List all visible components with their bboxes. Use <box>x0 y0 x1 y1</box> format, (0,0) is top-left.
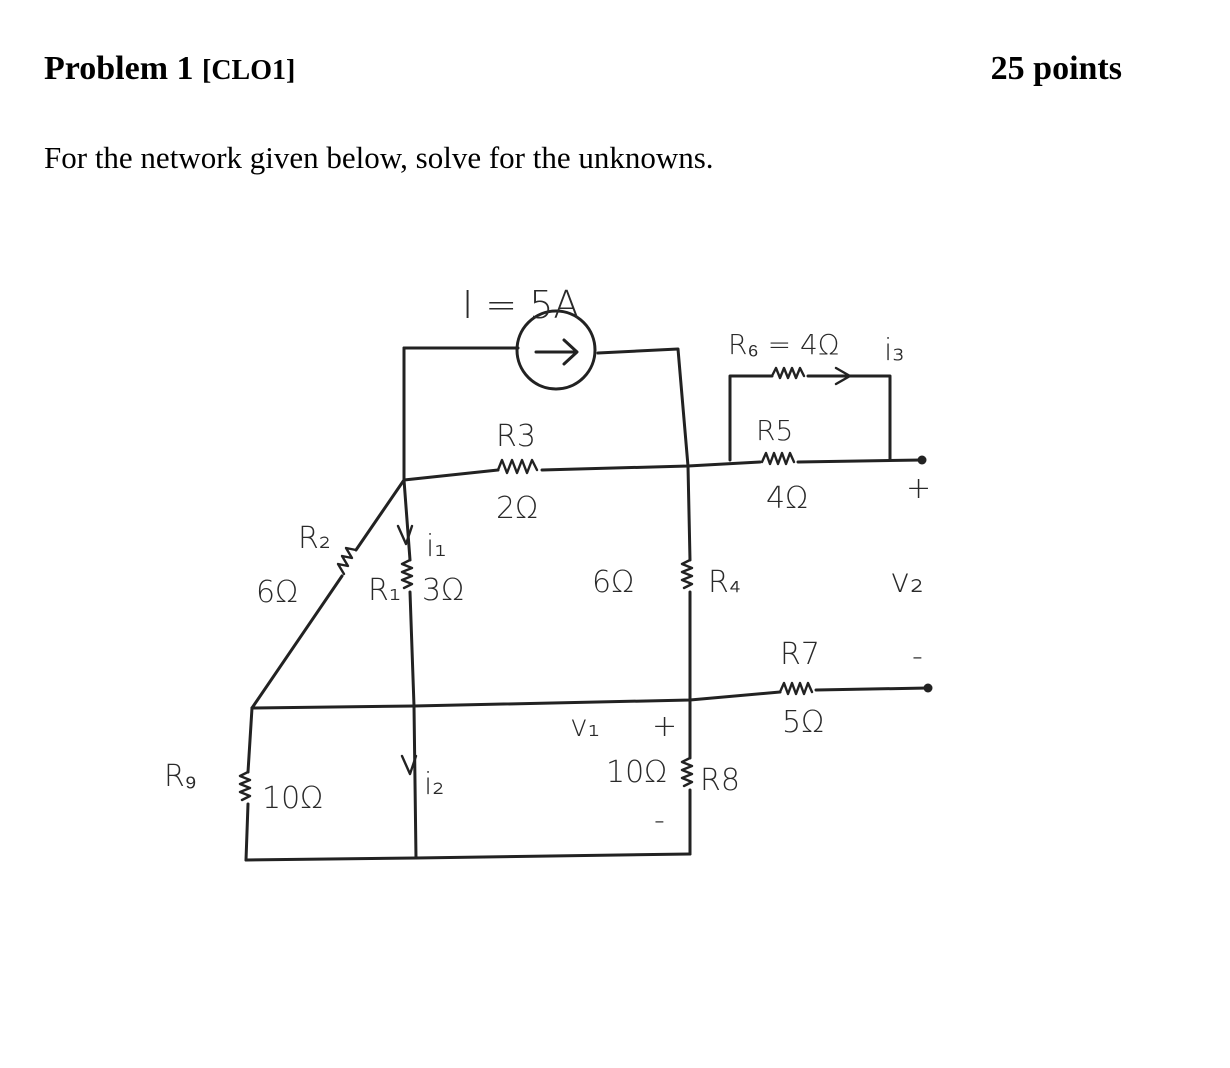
current-i3: i₃ <box>884 333 905 368</box>
r3-value: 2Ω <box>496 491 539 526</box>
r8-value: 10Ω <box>606 755 668 790</box>
resistor-r3-zigzag <box>498 460 537 473</box>
v2-name: v₂ <box>890 561 924 601</box>
r5-value: 4Ω <box>766 481 809 516</box>
r1-name: R₁ <box>368 573 401 608</box>
r5-name: R5 <box>756 414 794 447</box>
r3-name: R3 <box>496 419 536 454</box>
current-i1: i₁ <box>426 529 447 564</box>
source-label: I = 5A <box>462 283 580 327</box>
r4-value: 6Ω <box>592 565 635 600</box>
current-i2: i₂ <box>424 767 445 802</box>
r9-value: 10Ω <box>262 781 324 816</box>
resistor-r8-zigzag <box>682 758 692 786</box>
resistor-r9-zigzag <box>240 772 250 800</box>
current-source <box>404 311 688 466</box>
clo-tag: [CLO1] <box>202 55 296 86</box>
points-value: 25 points <box>990 50 1122 87</box>
resistor-r4-zigzag <box>682 560 692 588</box>
r7-value: 5Ω <box>782 705 825 740</box>
resistor-r6-zigzag <box>772 368 804 378</box>
resistor-r1-zigzag <box>402 560 412 588</box>
terminal-top <box>918 456 927 465</box>
r8-name: R8 <box>700 763 740 798</box>
r9-name: R₉ <box>164 759 197 794</box>
problem-instruction: For the network given below, solve for the unknowns. <box>44 140 714 175</box>
r6-label: R₆ = 4Ω <box>728 328 840 361</box>
r1-value: 3Ω <box>422 573 465 608</box>
r2-name: R₂ <box>298 521 331 556</box>
resistor-r5-zigzag <box>762 453 794 464</box>
v1-minus: - <box>654 803 665 838</box>
v2-plus: + <box>906 471 932 506</box>
v2-minus: - <box>912 639 923 674</box>
r2-value: 6Ω <box>256 575 299 610</box>
v1-name: v₁ <box>570 709 600 744</box>
r4-name: R₄ <box>708 565 741 600</box>
v1-plus: + <box>652 709 678 744</box>
problem-number: Problem 1 <box>44 50 194 87</box>
resistor-r2-zigzag <box>338 548 356 574</box>
resistor-r7-zigzag <box>780 683 812 694</box>
arrow-right-icon <box>536 340 577 364</box>
terminal-bottom <box>924 684 933 693</box>
r7-name: R7 <box>780 637 820 672</box>
